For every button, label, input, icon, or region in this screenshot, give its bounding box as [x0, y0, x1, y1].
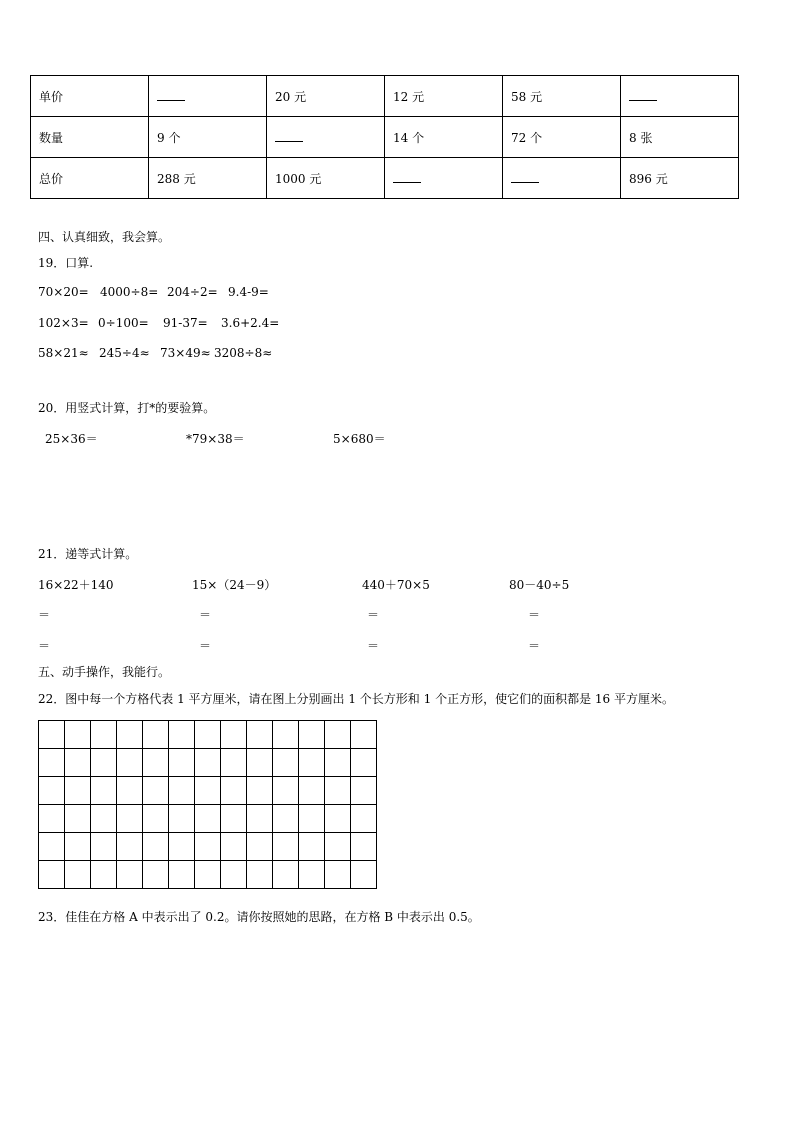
grid-cell[interactable] — [65, 833, 91, 861]
table-cell[interactable] — [385, 158, 503, 199]
grid-cell[interactable] — [247, 777, 273, 805]
grid-cell[interactable] — [325, 833, 351, 861]
table-cell: 896 元 — [621, 158, 739, 199]
grid-cell[interactable] — [195, 861, 221, 889]
q19-item: 91-37= — [163, 316, 208, 330]
q19-item: 204÷2= — [167, 285, 218, 299]
grid-cell[interactable] — [117, 777, 143, 805]
grid-cell[interactable] — [351, 777, 377, 805]
answer-blank[interactable] — [157, 88, 185, 101]
grid-cell[interactable] — [91, 721, 117, 749]
q19-item: 9.4-9= — [228, 285, 269, 299]
grid-cell[interactable] — [65, 777, 91, 805]
price-table — [30, 75, 739, 199]
answer-blank[interactable] — [511, 170, 539, 183]
q21-item: 440＋70×5 — [362, 578, 430, 592]
grid-cell[interactable] — [91, 749, 117, 777]
q19-item: 4000÷8= — [100, 285, 159, 299]
equals-sign: ＝ — [528, 639, 541, 653]
table-cell[interactable] — [621, 76, 739, 117]
q19-item: 3208÷8≈ — [214, 346, 273, 360]
table-cell[interactable] — [267, 117, 385, 158]
grid-cell[interactable] — [117, 861, 143, 889]
q19-item: 0÷100= — [98, 316, 149, 330]
q20-item: 25×36＝ — [45, 432, 98, 446]
grid-cell[interactable] — [325, 805, 351, 833]
q20-item: 5×680＝ — [333, 432, 386, 446]
grid-cell[interactable] — [143, 721, 169, 749]
q21-item: 15×（24－9） — [192, 578, 277, 592]
question-20-title: 20．用竖式计算，打*的要验算。 — [38, 401, 216, 415]
grid-cell[interactable] — [143, 805, 169, 833]
grid-cell[interactable] — [221, 861, 247, 889]
grid-cell[interactable] — [351, 805, 377, 833]
grid-cell[interactable] — [39, 861, 65, 889]
grid-cell[interactable] — [65, 805, 91, 833]
grid-cell[interactable] — [299, 749, 325, 777]
equals-sign: ＝ — [38, 639, 51, 653]
q19-item: 70×20= — [38, 285, 89, 299]
equals-sign: ＝ — [38, 608, 51, 622]
grid-cell[interactable] — [351, 833, 377, 861]
q19-item: 102×3= — [38, 316, 89, 330]
q19-item: 58×21≈ — [38, 346, 89, 360]
grid-cell[interactable] — [65, 721, 91, 749]
question-23-title: 23．佳佳在方格 A 中表示出了 0.2。请你按照她的思路，在方格 B 中表示出 0.5。 — [38, 910, 480, 924]
equals-sign: ＝ — [199, 639, 212, 653]
row-header: 数量 — [31, 117, 149, 158]
grid-cell[interactable] — [325, 777, 351, 805]
grid-cell[interactable] — [273, 749, 299, 777]
q19-item: 3.6+2.4= — [221, 316, 280, 330]
grid-cell[interactable] — [299, 721, 325, 749]
table-cell: 14 个 — [385, 117, 503, 158]
table-cell: 58 元 — [503, 76, 621, 117]
grid-cell[interactable] — [273, 861, 299, 889]
grid-cell[interactable] — [195, 721, 221, 749]
row-header: 总价 — [31, 158, 149, 199]
grid-cell[interactable] — [91, 805, 117, 833]
question-21-title: 21．递等式计算。 — [38, 547, 138, 561]
grid-cell[interactable] — [221, 805, 247, 833]
grid-cell[interactable] — [143, 749, 169, 777]
grid-cell[interactable] — [91, 777, 117, 805]
q19-item: 73×49≈ — [160, 346, 211, 360]
grid-cell[interactable] — [273, 721, 299, 749]
grid-cell[interactable] — [221, 721, 247, 749]
equals-sign: ＝ — [367, 639, 380, 653]
grid-cell[interactable] — [39, 777, 65, 805]
table-row-quantity — [31, 117, 739, 158]
grid-cell[interactable] — [273, 777, 299, 805]
grid-cell[interactable] — [39, 721, 65, 749]
q21-item: 16×22＋140 — [38, 578, 114, 592]
grid-cell[interactable] — [273, 805, 299, 833]
grid-cell[interactable] — [117, 749, 143, 777]
grid-cell[interactable] — [65, 861, 91, 889]
equals-sign: ＝ — [199, 608, 212, 622]
table-cell: 12 元 — [385, 76, 503, 117]
grid-cell[interactable] — [299, 777, 325, 805]
grid-cell[interactable] — [325, 861, 351, 889]
grid-cell[interactable] — [325, 721, 351, 749]
grid-cell[interactable] — [169, 805, 195, 833]
grid-cell[interactable] — [169, 749, 195, 777]
grid-cell[interactable] — [325, 749, 351, 777]
grid-cell[interactable] — [117, 721, 143, 749]
grid-cell[interactable] — [299, 833, 325, 861]
table-cell: 1000 元 — [267, 158, 385, 199]
grid-cell[interactable] — [65, 749, 91, 777]
table-cell: 8 张 — [621, 117, 739, 158]
table-cell: 72 个 — [503, 117, 621, 158]
q21-item: 80－40÷5 — [509, 578, 570, 592]
grid-cell[interactable] — [351, 721, 377, 749]
grid-cell[interactable] — [247, 721, 273, 749]
question-22-title: 22．图中每一个方格代表 1 平方厘米，请在图上分别画出 1 个长方形和 1 个正方形，使它们的面积都是 16 平方厘米。 — [38, 692, 674, 706]
table-row-unit-price — [31, 76, 739, 117]
grid-cell[interactable] — [221, 777, 247, 805]
table-cell[interactable] — [503, 158, 621, 199]
square-grid[interactable] — [38, 720, 377, 889]
grid-cell[interactable] — [117, 805, 143, 833]
grid-cell[interactable] — [143, 861, 169, 889]
grid-cell[interactable] — [195, 749, 221, 777]
grid-cell[interactable] — [117, 833, 143, 861]
row-header: 单价 — [31, 76, 149, 117]
question-19-title: 19．口算. — [38, 256, 94, 270]
section-five-title: 五、动手操作，我能行。 — [38, 665, 171, 679]
table-row-total-price — [31, 158, 739, 199]
grid-cell[interactable] — [169, 777, 195, 805]
grid-cell[interactable] — [221, 833, 247, 861]
answer-blank[interactable] — [629, 88, 657, 101]
table-cell[interactable] — [149, 76, 267, 117]
grid-cell[interactable] — [169, 861, 195, 889]
answer-blank[interactable] — [393, 170, 421, 183]
grid-cell[interactable] — [351, 861, 377, 889]
section-four-title: 四、认真细致，我会算。 — [38, 230, 171, 244]
grid-cell[interactable] — [169, 721, 195, 749]
q19-item: 245÷4≈ — [99, 346, 150, 360]
grid-cell[interactable] — [351, 749, 377, 777]
grid-cell[interactable] — [221, 749, 247, 777]
grid-cell[interactable] — [299, 805, 325, 833]
grid-cell[interactable] — [91, 861, 117, 889]
grid-cell[interactable] — [143, 777, 169, 805]
grid-cell[interactable] — [247, 749, 273, 777]
grid-cell[interactable] — [39, 749, 65, 777]
grid-cell[interactable] — [39, 833, 65, 861]
grid-cell[interactable] — [39, 805, 65, 833]
grid-cell[interactable] — [247, 833, 273, 861]
grid-cell[interactable] — [247, 805, 273, 833]
q20-item: *79×38＝ — [186, 432, 245, 446]
grid-cell[interactable] — [299, 861, 325, 889]
grid-cell[interactable] — [273, 833, 299, 861]
table-cell: 288 元 — [149, 158, 267, 199]
answer-blank[interactable] — [275, 129, 303, 142]
equals-sign: ＝ — [367, 608, 380, 622]
grid-cell[interactable] — [91, 833, 117, 861]
grid-cell[interactable] — [143, 833, 169, 861]
table-cell: 9 个 — [149, 117, 267, 158]
grid-cell[interactable] — [195, 777, 221, 805]
grid-cell[interactable] — [169, 833, 195, 861]
equals-sign: ＝ — [528, 608, 541, 622]
grid-cell[interactable] — [247, 861, 273, 889]
grid-cell[interactable] — [195, 833, 221, 861]
table-cell: 20 元 — [267, 76, 385, 117]
grid-cell[interactable] — [195, 805, 221, 833]
